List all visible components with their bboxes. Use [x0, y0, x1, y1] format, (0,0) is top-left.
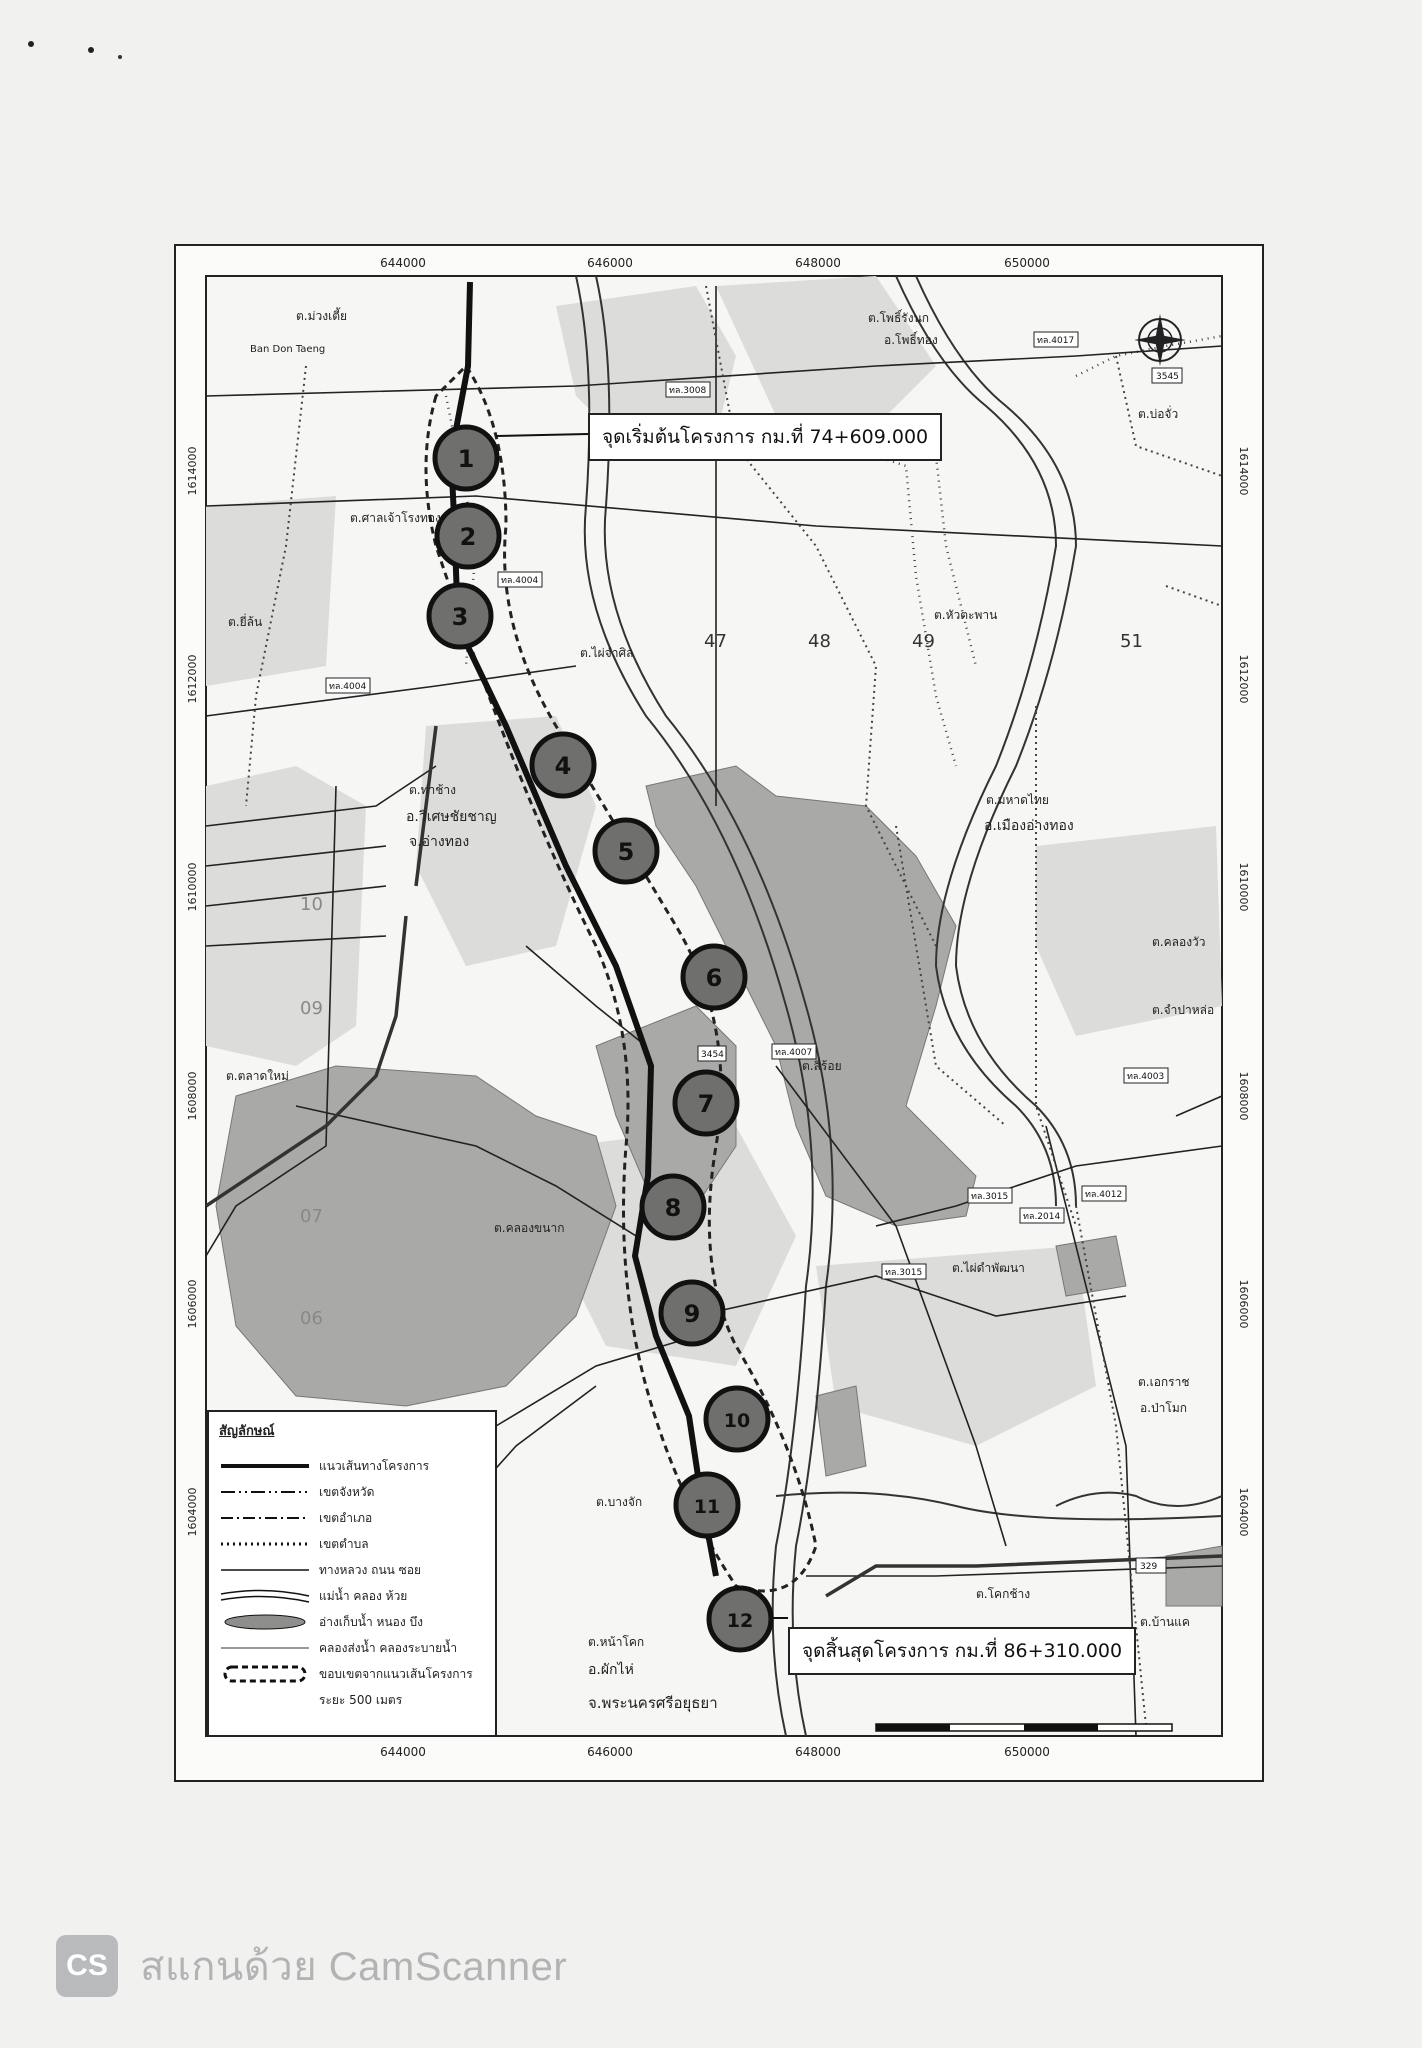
place-label: Ban Don Taeng: [250, 344, 326, 355]
svg-text:ทล.2014: ทล.2014: [1023, 1212, 1061, 1222]
svg-text:ทล.3008: ทล.3008: [669, 386, 707, 396]
left-coordinates: [186, 447, 199, 1537]
place-label: ต.คลองขนาก: [494, 1221, 565, 1235]
road-badge: [498, 572, 542, 587]
legend-label: แม่น้ำ คลอง ห้วย: [319, 1588, 408, 1603]
coord-top-3: 648000: [795, 256, 841, 270]
route-marker-3: [429, 585, 491, 647]
place-label: จ.อ่างทอง: [409, 834, 470, 850]
svg-text:12: 12: [726, 1610, 754, 1632]
road-badge: [326, 678, 370, 693]
legend-item-reservoir: [219, 1609, 485, 1635]
svg-text:11: 11: [693, 1496, 721, 1518]
legend-item-river: [219, 1583, 485, 1609]
place-label: ต.เอกราช: [1138, 1375, 1190, 1389]
legend-label: ระยะ 500 เมตร: [319, 1692, 403, 1707]
route-marker-4: [532, 734, 594, 796]
svg-text:5: 5: [617, 838, 635, 866]
route-marker-5: [595, 820, 657, 882]
legend-label: อ่างเก็บน้ำ หนอง บึง: [319, 1614, 424, 1629]
reservoir-icon: [219, 1612, 311, 1632]
legend-item-province: [219, 1479, 485, 1505]
legend-item-district: [219, 1505, 485, 1531]
route-marker-12: [709, 1588, 771, 1650]
place-label: ต.สี่ร้อย: [802, 1059, 842, 1073]
place-label: ต.ตลาดใหม่: [226, 1069, 289, 1083]
coord-bottom-1: 644000: [380, 1745, 426, 1759]
place-label: อ.โพธิ์ทอง: [884, 333, 938, 347]
coord-right-3: 1610000: [1237, 862, 1250, 912]
svg-text:47: 47: [704, 631, 727, 652]
svg-text:ทล.4004: ทล.4004: [329, 682, 367, 692]
river-icon: [219, 1586, 311, 1606]
coord-left-4: 1608000: [186, 1071, 199, 1121]
route-marker-8: [642, 1176, 704, 1238]
svg-text:8: 8: [664, 1194, 682, 1222]
place-label: ต.โพธิ์รังนก: [868, 311, 930, 325]
place-label: ต.ยี่ล้น: [228, 615, 263, 629]
project-end-label: จุดสิ้นสุดโครงการ กม.ที่ 86+310.000: [788, 1627, 1136, 1675]
place-label: ต.ไผ่ดำพัฒนา: [952, 1261, 1025, 1275]
road-badge: [666, 382, 710, 397]
place-label: ต.ศาลเจ้าโรงทอง: [350, 511, 441, 525]
route-marker-9: [661, 1282, 723, 1344]
place-label: ต.ไผ่จำศิล: [580, 646, 634, 660]
svg-text:4: 4: [554, 752, 572, 780]
coord-left-1: 1614000: [186, 446, 199, 496]
place-label: ต.จำปาหล่อ: [1152, 1003, 1215, 1017]
place-label: ต.มหาดไทย: [986, 793, 1049, 807]
svg-text:10: 10: [723, 1410, 751, 1432]
coord-bottom-3: 648000: [795, 1745, 841, 1759]
place-label: อ.ป่าโมก: [1140, 1401, 1187, 1415]
route-marker-10: [706, 1388, 768, 1450]
route-marker-1: [435, 427, 497, 489]
district-boundary-icon: [219, 1508, 311, 1528]
place-label: อ.เมืองอ่างทอง: [984, 818, 1074, 834]
road-badge: [1082, 1186, 1126, 1201]
legend-item-buffer-distance: [219, 1687, 485, 1713]
svg-text:07: 07: [300, 1206, 323, 1227]
road-badge: [1124, 1068, 1168, 1083]
place-label: อ.วิเศษชัยชาญ: [406, 809, 497, 825]
route-marker-11: [676, 1474, 738, 1536]
place-label: อ.ผักไห่: [588, 1662, 634, 1678]
road-badge: [1136, 1558, 1166, 1573]
coord-right-6: 1604000: [1237, 1487, 1250, 1537]
legend-item-subdistrict: [219, 1531, 485, 1557]
camscanner-watermark: [56, 1934, 567, 1998]
svg-text:48: 48: [808, 631, 831, 652]
place-label: ต.บ้านแค: [1140, 1615, 1190, 1629]
canal-icon: [219, 1638, 311, 1658]
svg-text:10: 10: [300, 894, 323, 915]
svg-text:6: 6: [705, 964, 723, 992]
route-marker-6: [683, 946, 745, 1008]
coord-right-5: 1606000: [1237, 1279, 1250, 1329]
coord-right-4: 1608000: [1237, 1071, 1250, 1121]
road-badge: [1152, 368, 1182, 383]
province-boundary-icon: [219, 1482, 311, 1502]
road-badge: [1020, 1208, 1064, 1223]
route-marker-2: [437, 505, 499, 567]
map-legend: [207, 1410, 497, 1737]
coord-bottom-2: 646000: [587, 1745, 633, 1759]
svg-text:3454: 3454: [701, 1050, 724, 1060]
project-start-label: จุดเริ่มต้นโครงการ กม.ที่ 74+609.000: [588, 413, 942, 461]
top-coordinates: [380, 256, 1050, 270]
svg-text:2: 2: [459, 523, 477, 551]
legend-label: เขตตำบล: [319, 1536, 369, 1551]
svg-text:ทล.4004: ทล.4004: [501, 576, 539, 586]
coord-left-5: 1606000: [186, 1279, 199, 1329]
legend-item-road: [219, 1557, 485, 1583]
coord-right-1: 1614000: [1237, 446, 1250, 496]
road-badge: [698, 1046, 726, 1061]
coord-right-2: 1612000: [1237, 654, 1250, 704]
coord-bottom-4: 650000: [1004, 1745, 1050, 1759]
svg-text:ทล.4012: ทล.4012: [1085, 1190, 1123, 1200]
legend-label: เขตอำเภอ: [319, 1510, 373, 1525]
svg-text:ทล.4017: ทล.4017: [1037, 336, 1075, 346]
buffer-zone-icon: [219, 1664, 311, 1684]
svg-text:3545: 3545: [1156, 372, 1179, 382]
place-label: ต.ม่วงเตี้ย: [296, 309, 348, 323]
place-label: ต.คลองวัว: [1152, 935, 1206, 949]
legend-label: ขอบเขตจากแนวเส้นโครงการ: [319, 1666, 473, 1681]
coord-top-2: 646000: [587, 256, 633, 270]
subdistrict-boundary-icon: [219, 1534, 311, 1554]
svg-text:9: 9: [683, 1300, 701, 1328]
route-marker-7: [675, 1072, 737, 1134]
place-label: ต.หน้าโคก: [588, 1635, 645, 1649]
legend-label: แนวเส้นทางโครงการ: [319, 1458, 430, 1473]
svg-text:49: 49: [912, 631, 935, 652]
legend-item-buffer: [219, 1661, 485, 1687]
place-label: ต.โคกช้าง: [976, 1587, 1031, 1601]
route-line-icon: [219, 1456, 311, 1476]
camscanner-logo-icon: CS: [56, 1935, 118, 1997]
place-label: ต.หัวตะพาน: [934, 608, 998, 622]
right-coordinates: [1237, 447, 1250, 1537]
road-badge: [968, 1188, 1012, 1203]
svg-text:09: 09: [300, 998, 323, 1019]
svg-text:ทล.3015: ทล.3015: [971, 1192, 1009, 1202]
legend-title: สัญลักษณ์: [219, 1424, 275, 1439]
scan-specks: [0, 0, 1422, 200]
svg-text:ทล.4007: ทล.4007: [775, 1048, 813, 1058]
legend-item-canal: [219, 1635, 485, 1661]
svg-text:1: 1: [457, 445, 475, 473]
place-label: ต.บ่อจั่ว: [1138, 407, 1179, 421]
coord-left-3: 1610000: [186, 862, 199, 912]
watermark-text: สแกนด้วย CamScanner: [140, 1945, 568, 1989]
svg-text:51: 51: [1120, 631, 1143, 652]
legend-label: ทางหลวง ถนน ซอย: [319, 1562, 422, 1577]
svg-text:7: 7: [697, 1090, 715, 1118]
legend-label: เขตจังหวัด: [319, 1484, 375, 1499]
road-badge: [1034, 332, 1078, 347]
coord-top-4: 650000: [1004, 256, 1050, 270]
svg-text:ทล.4003: ทล.4003: [1127, 1072, 1165, 1082]
coord-left-6: 1604000: [186, 1487, 199, 1537]
coord-left-2: 1612000: [186, 654, 199, 704]
place-label: ต.บางจัก: [596, 1495, 643, 1509]
svg-text:3: 3: [451, 603, 469, 631]
svg-text:ทล.3015: ทล.3015: [885, 1268, 923, 1278]
bottom-coordinates: [380, 1745, 1050, 1759]
place-label: จ.พระนครศรีอยุธยา: [588, 1694, 718, 1712]
road-icon: [219, 1560, 311, 1580]
svg-text:06: 06: [300, 1308, 323, 1329]
svg-text:329: 329: [1140, 1562, 1158, 1572]
place-label: ต.ท่าช้าง: [409, 783, 456, 797]
coord-top-1: 644000: [380, 256, 426, 270]
legend-label: คลองส่งน้ำ คลองระบายน้ำ: [319, 1640, 458, 1655]
road-badge: [772, 1044, 816, 1059]
scale-bar: [876, 1724, 1172, 1731]
road-badge: [882, 1264, 926, 1279]
legend-item-route: [219, 1453, 485, 1479]
